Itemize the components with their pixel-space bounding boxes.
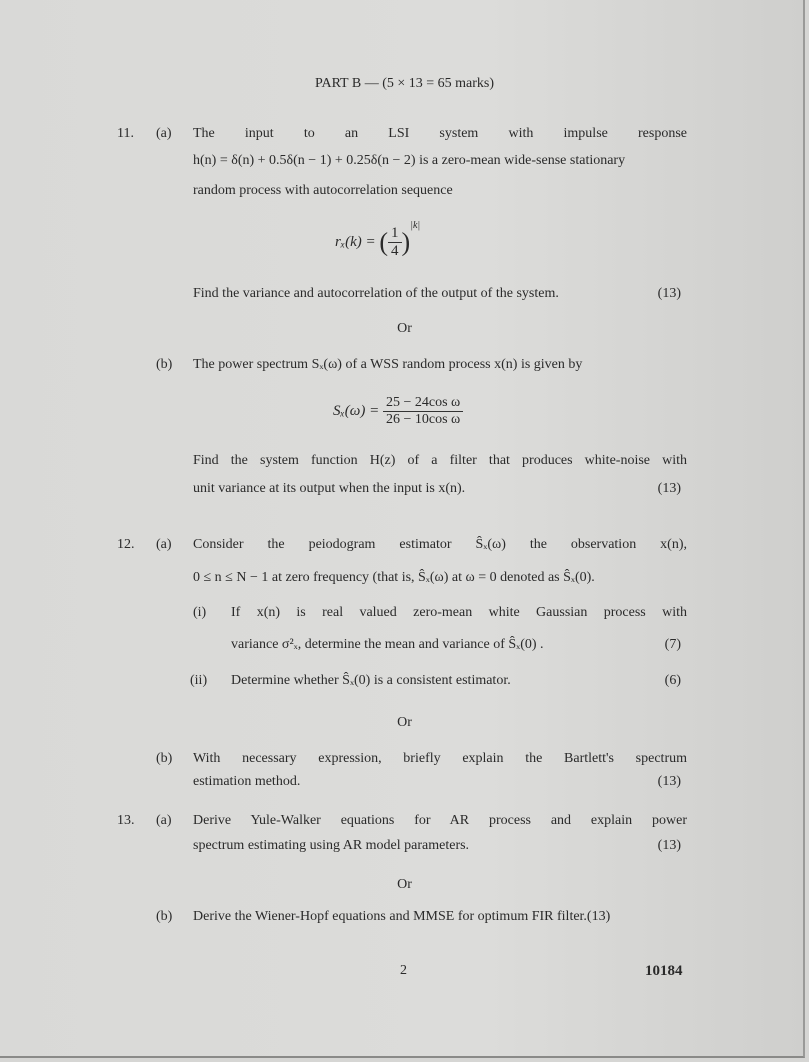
q12a-ii-marks: (6) [664,673,681,688]
q12b-label: (b) [156,751,173,766]
q13-number: 13. [117,813,135,828]
formula-numerator: 1 [388,225,402,243]
paper-code: 10184 [645,963,683,979]
q12b-line-1: With necessary expression, briefly explain the Bartlett's spectrum [193,751,687,766]
q12-number: 12. [117,537,135,552]
q12a-i-line-1: If x(n) is real valued zero-mean white Gaussian process with [231,605,687,620]
q12a-i-line-2: variance σ²ₓ, determine the mean and variance of Ŝₓ(0) . [231,637,544,652]
formula-lhs: rₓ(k) = [335,234,376,250]
q11b-line-3: unit variance at its output when the input is x(n). [193,481,466,496]
q11a-line-3: random process with autocorrelation sequence [193,183,453,198]
or-divider: Or [397,877,412,892]
formula-numerator: 25 − 24cos ω [383,395,463,412]
q13b-label: (b) [156,909,173,924]
page-number: 2 [400,963,407,978]
q11-number: 11. [117,126,134,141]
q11b-label: (b) [156,357,173,372]
q11a-line-2: h(n) = δ(n) + 0.5δ(n − 1) + 0.25δ(n − 2) is a zero-mean wide-sense stationary [193,153,626,168]
q12a-i-label: (i) [193,605,207,620]
q11b-line-2: Find the system function H(z) of a filter that produces white-noise with [193,453,687,468]
q11a-formula: rₓ(k) = ( $\frac{1}{4}$ )$^{|k|}$ [335,220,421,260]
q12b-line-2: estimation method. [193,774,301,789]
q13a-line-2: spectrum estimating using AR model parameters. [193,838,470,853]
q12a-i-marks: (7) [664,637,681,652]
q12a-ii-text: Determine whether Ŝₓ(0) is a consistent estimator. [231,673,511,688]
formula-exponent: |k| [410,220,421,231]
q11b-formula [333,395,463,428]
q12a-line-1: Consider the peiodogram estimator Ŝₓ(ω) the observation x(n), [193,537,687,552]
q12a-ii-label: (ii) [190,673,208,688]
q12a-line-2: 0 ≤ n ≤ N − 1 at zero frequency (that is, Ŝₓ(ω) at ω = 0 denoted as Ŝₓ(0). [193,570,595,585]
q13b-text: Derive the Wiener-Hopf equations and MMSE for optimum FIR filter.(13) [193,909,611,924]
q13a-label: (a) [156,813,172,828]
q11a-marks: (13) [657,286,681,301]
q11b-line-1: The power spectrum Sₓ(ω) of a WSS random process x(n) is given by [193,357,583,372]
q13a-marks: (13) [657,838,681,853]
part-header: PART B — (5 × 13 = 65 marks) [314,76,495,91]
or-divider: Or [397,321,412,336]
formula-lhs: Sₓ(ω) = [333,402,380,419]
q13a-line-1: Derive Yule-Walker equations for AR process and explain power [193,813,687,828]
formula-denominator: 26 − 10cos ω [385,412,461,427]
q11a-line-1: The input to an LSI system with impulse response [193,126,687,141]
q12b-marks: (13) [657,774,681,789]
q12a-label: (a) [156,537,172,552]
q11a-label: (a) [156,126,172,141]
q11a-last-line: Find the variance and autocorrelation of the output of the system. [193,286,559,301]
or-divider: Or [397,715,412,730]
q11b-marks: (13) [657,481,681,496]
formula-denominator: 4 [391,243,399,260]
